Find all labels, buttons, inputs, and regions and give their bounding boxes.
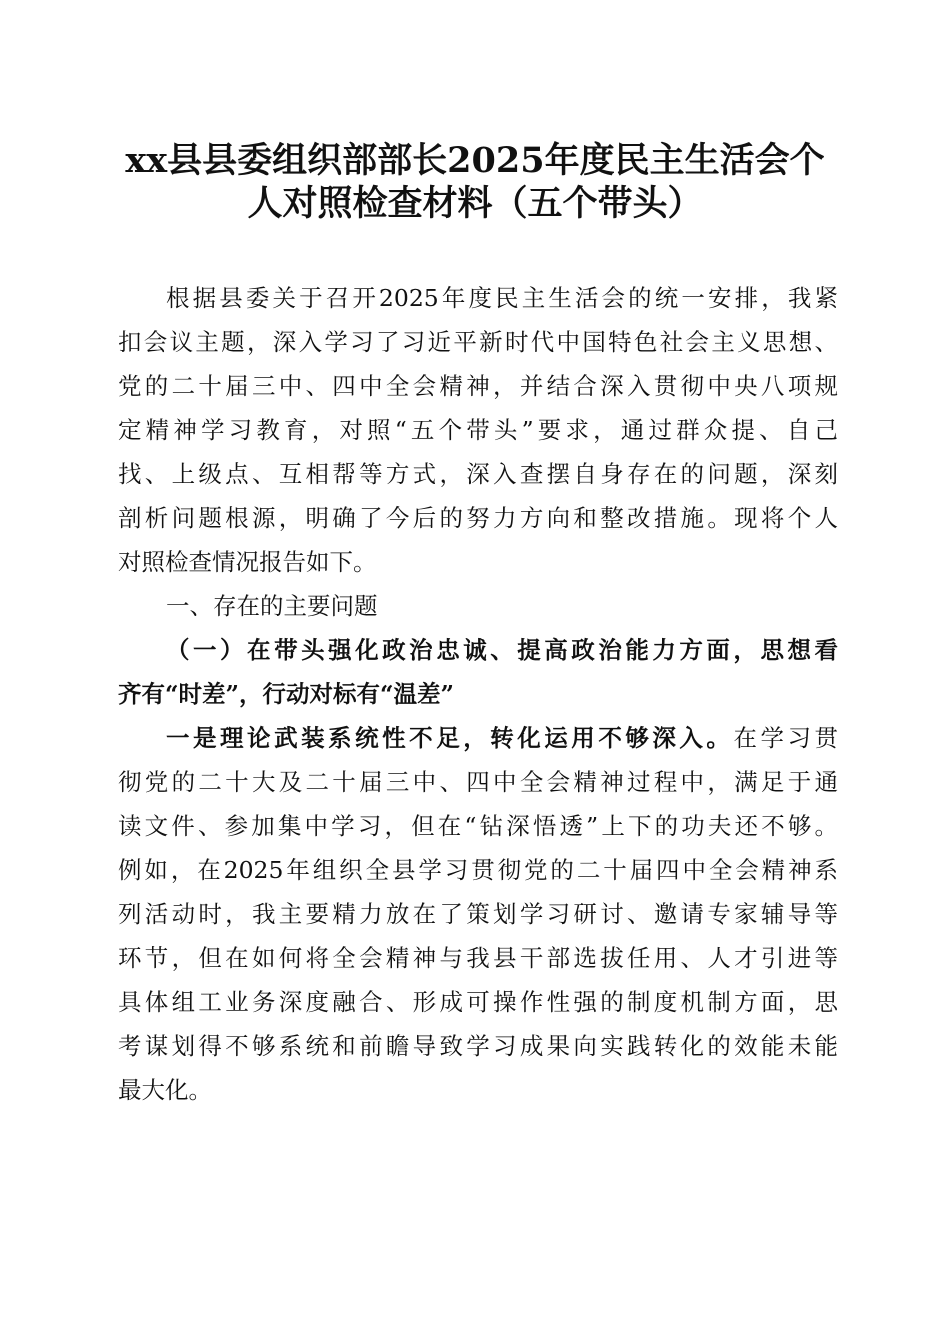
point-line: 列活动时，我主要精力放在了策划学习研讨、邀请专家辅导等 <box>118 900 838 928</box>
point-line: 最大化。 <box>118 1076 212 1104</box>
point-line: 环节，但在如何将全会精神与我县干部选拔任用、人才引进等 <box>118 944 838 972</box>
point-lead: 一是理论武装系统性不足，转化运用不够深入。 <box>166 724 734 752</box>
document-title-line-1: xx县县委组织部部长2025年度民主生活会个 <box>125 140 825 181</box>
subsection-heading-line: 齐有“时差”，行动对标有“温差” <box>118 680 455 708</box>
intro-line: 定精神学习教育，对照“五个带头”要求，通过群众提、自己 <box>118 416 838 444</box>
intro-line: 扣会议主题，深入学习了习近平新时代中国特色社会主义思想、 <box>118 328 838 356</box>
document-title-line-2: 人对照检查材料（五个带头） <box>247 183 703 224</box>
intro-line: 根据县委关于召开2025年度民主生活会的统一安排，我紧 <box>166 284 838 312</box>
section-heading: 一、存在的主要问题 <box>166 592 378 620</box>
subsection-heading-line: （一）在带头强化政治忠诚、提高政治能力方面，思想看 <box>166 636 838 664</box>
intro-line: 剖析问题根源，明确了今后的努力方向和整改措施。现将个人 <box>118 504 838 532</box>
point-line: 读文件、参加集中学习，但在“钻深悟透”上下的功夫还不够。 <box>118 812 838 840</box>
intro-line: 党的二十届三中、四中全会精神，并结合深入贯彻中央八项规 <box>118 372 838 400</box>
point-line: 彻党的二十大及二十届三中、四中全会精神过程中，满足于通 <box>118 768 838 796</box>
intro-line: 找、上级点、互相帮等方式，深入查摆自身存在的问题，深刻 <box>118 460 838 488</box>
point-line: 考谋划得不够系统和前瞻导致学习成果向实践转化的效能未能 <box>118 1032 838 1060</box>
intro-line: 对照检查情况报告如下。 <box>118 548 377 576</box>
point-first-rest: 在学习贯 <box>733 724 838 752</box>
point-line: 例如，在2025年组织全县学习贯彻党的二十届四中全会精神系 <box>118 856 838 884</box>
point-line: 具体组工业务深度融合、形成可操作性强的制度机制方面，思 <box>118 988 838 1016</box>
point-first-line <box>166 723 838 753</box>
